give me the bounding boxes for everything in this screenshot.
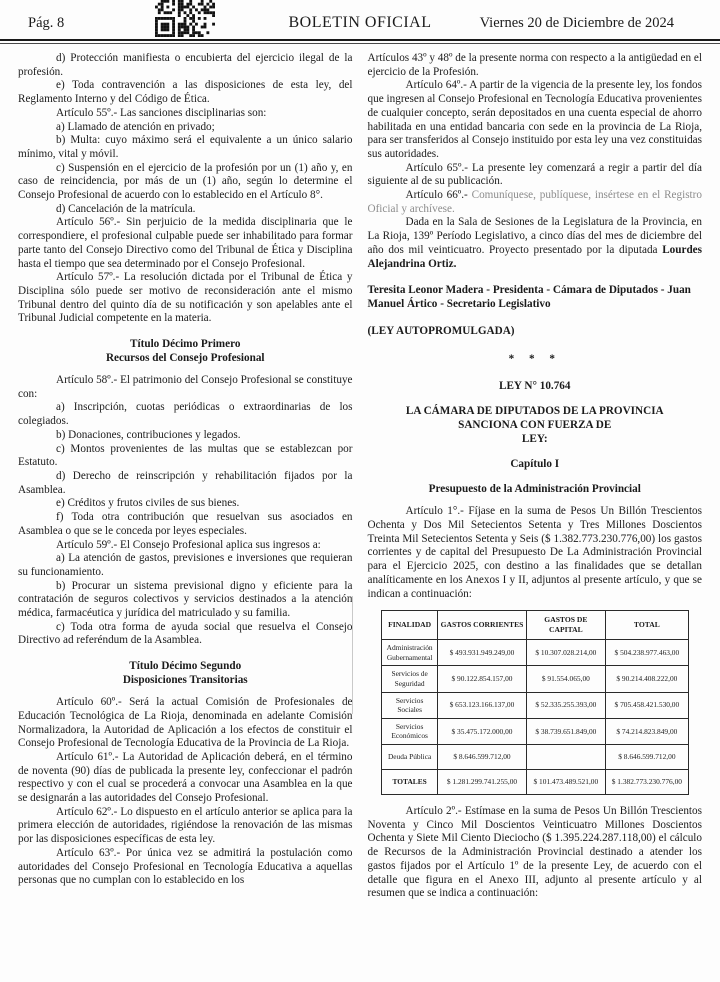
heading-line: Capítulo I <box>510 458 560 471</box>
text-run: d) Cancelación de la matrícula. <box>56 202 196 215</box>
text-run: e) Toda contravención a las disposiciones de esta ley, del Reglamento Interno y del Código de Ética. <box>18 79 353 106</box>
text-run: Artículo 58º.- El patrimonio del Consejo Profesional se constituye con: <box>18 374 353 400</box>
table-cell: Servicios Sociales <box>381 692 438 718</box>
paragraph <box>18 847 353 888</box>
paragraph <box>18 443 353 470</box>
paragraph <box>18 806 353 847</box>
table-cell: $ 8.646.599.712,00 <box>438 745 526 770</box>
table-cell: Administración Gubernamental <box>381 640 438 666</box>
issue-date: Viernes 20 de Diciembre de 2024 <box>479 15 674 31</box>
text-run: b) Donaciones, contribuciones y legados. <box>56 428 241 441</box>
paragraph <box>368 79 703 161</box>
paragraph <box>368 216 703 271</box>
text-run: Artículo 65º.- La presente ley comenzará a regir a partir del día siguiente al de su publicación. <box>367 161 702 188</box>
text-run: a) Inscripción, cuotas periódicas o extraordinarias de los colegiados. <box>18 401 353 428</box>
table-header-cell: GASTOS DE CAPITAL <box>526 611 606 640</box>
heading-line: SANCIONA CON FUERZA DE <box>458 419 612 432</box>
table-header-cell: FINALIDAD <box>381 611 438 640</box>
table-cell: $ 91.554.065,00 <box>526 666 606 692</box>
table-cell: $ 1.281.299.741.255,00 <box>438 770 526 795</box>
paragraph <box>18 751 353 806</box>
text-run: Artículo 59º.- El Consejo Profesional aplica sus ingresos a: <box>56 538 321 551</box>
heading-line: Disposiciones Transitorias <box>122 674 248 687</box>
text-run: f) Toda otra contribución que resuelvan sus asociados en Asamblea o que se le conceda por leyes especiales. <box>18 511 353 537</box>
paragraph <box>18 121 353 135</box>
paragraph <box>18 162 353 203</box>
table-cell: Servicios de Seguridad <box>381 666 438 692</box>
text-run: Artículo 57º.- La resolución dictada por el Tribunal de Ética y Disciplina sólo puede ser motivo de reconsideración ante el mismo Tribunal dentro del quinto día de su notificación y son apelables ante el Tribunal Judicial competente en la materia. <box>18 271 353 325</box>
paragraph <box>18 552 353 579</box>
paragraph <box>18 511 353 538</box>
paragraph <box>368 189 703 216</box>
paragraph <box>18 497 353 511</box>
table-cell: $ 653.123.166.137,00 <box>438 692 526 718</box>
table-cell: $ 493.931.949.249,00 <box>438 640 526 666</box>
paragraph <box>18 374 353 401</box>
text-run: Artículos 43º y 48º de la presente norma con respecto a la antigüedad en el ejercicio de la Profesión. <box>367 52 702 78</box>
heading-titulo-decimo-primero <box>18 337 353 365</box>
paragraph <box>18 470 353 497</box>
table-cell <box>526 745 606 770</box>
table-cell: $ 90.214.408.222,00 <box>606 666 688 692</box>
table-cell: $ 74.214.823.849,00 <box>606 718 688 744</box>
table-cell: $ 8.646.599.712,00 <box>606 745 688 770</box>
paragraph <box>18 429 353 443</box>
table-row <box>381 692 688 718</box>
paragraph <box>18 203 353 217</box>
column-divider-artifact <box>352 596 353 714</box>
text-run: Artículo 1°.- Fíjase en la suma de Pesos Un Billón Trescientos Ochenta y Dos Mil Setecientos Setenta y Tres Millones Doscientos Treinta Mil Setecientos Setenta y Seis ($ 1.382.773.230.776,00) los gastos corrientes y de capital del Presupuesto De La Administración Provincial para el Ejercicio 2025, con destino a las finalidades que se detallan analíticamente en los Anexos I y II, adjuntos al presente artículo, y que se indican a continuación: <box>367 505 702 600</box>
table-row <box>381 666 688 692</box>
heading-presupuesto <box>368 482 703 496</box>
paragraph <box>18 580 353 621</box>
paragraph <box>368 162 703 189</box>
text-run: a) La atención de gastos, previsiones e inversiones que requieran su funcionamiento. <box>18 552 353 578</box>
text-run: Artículo 2º.- Estímase en la suma de Pesos Un Billón Trescientos Noventa y Cinco Mil Doscientos Veinticuatro Millones Doscientos Ochenta y Siete Mil Ciento Dieciocho ($ 1.395.224.287.118,00) el cálculo de Recursos de la Administración Provincial destinado a atender los gastos fijados por el Artículo 1º de la presente Ley, de acuerdo con el detalle que figura en el Anexo III, adjunto al presente artículo y al resumen que se indica a continuación: <box>367 805 702 900</box>
heading-line: LEY: <box>521 433 548 446</box>
text-run: b) Procurar un sistema previsional digno y eficiente para la contratación de seguros colectivos y servicios destinados a la atención médica, farmacéutica y jurídica del matriculado y su familia. <box>18 579 353 620</box>
heading-camara <box>368 404 703 446</box>
text-run: Artículo 55º.- Las sanciones disciplinarias son: <box>56 106 267 119</box>
paragraph <box>368 505 703 601</box>
paragraph <box>18 79 353 106</box>
text-run: e) Créditos y frutos civiles de sus bienes. <box>56 497 240 510</box>
bulletin-title: BOLETIN OFICIAL <box>288 14 432 31</box>
autopromulgada-note <box>368 325 703 339</box>
table-cell: $ 705.458.421.530,00 <box>606 692 688 718</box>
heading-ley-numero <box>368 379 703 393</box>
muted-text-run: Comuníquese, publíquese, insértese en el Registro Oficial y archívese. <box>367 189 702 215</box>
heading-line: LEY N° 10.764 <box>498 380 571 393</box>
text-run: Artículo 61º.- La Autoridad de Aplicación deberá, en el término de noventa (90) días de publicada la presente ley, confeccionar el padrón respectivo y con el cual se procederá a convocar una Asamblea en la que se designarán a las autoridades del Consejo Profesional. <box>18 750 353 805</box>
paragraph <box>18 134 353 161</box>
paragraph <box>18 107 353 121</box>
paragraph <box>18 539 353 553</box>
text-run: c) Montos provenientes de las multas que se establezcan por Estatuto. <box>18 442 353 469</box>
paragraph <box>368 805 703 901</box>
table-cell: $ 38.739.651.849,00 <box>526 718 606 744</box>
heading-line: Presupuesto de la Administración Provincial <box>428 483 641 496</box>
paragraph <box>368 52 703 79</box>
budget-table <box>381 610 689 795</box>
text-run: d) Protección manifiesta o encubierta del ejercicio ilegal de la profesión. <box>18 52 353 78</box>
text-run: Teresita Leonor Madera - Presidenta - Cámara de Diputados - Juan Manuel Ártico - Secretario Legislativo <box>367 284 691 310</box>
text-run: Artículo 63º.- Por única vez se admitirá la postulación como autoridades del Consejo Profesional en Tecnología Educativa a aquellas personas que no cumplan con lo establecido en los <box>18 846 353 887</box>
heading-line: Título Décimo Primero <box>130 338 241 351</box>
table-cell: TOTALES <box>381 770 438 795</box>
table-cell: $ 504.238.977.463,00 <box>606 640 688 666</box>
table-cell: $ 52.335.255.393,00 <box>526 692 606 718</box>
table-cell: $ 35.475.172.000,00 <box>438 718 526 744</box>
paragraph <box>18 696 353 751</box>
text-run: c) Toda otra forma de ayuda social que resuelva el Consejo Directivo ad referéndum de la Asamblea. <box>18 620 353 647</box>
text-run: d) Derecho de reinscripción y rehabilitación fijados por la Asamblea. <box>18 469 353 496</box>
paragraph <box>18 621 353 648</box>
paragraph <box>18 271 353 326</box>
paragraph <box>18 401 353 428</box>
text-run: Lourdes Alejandrina Ortiz. <box>367 243 702 270</box>
table-header-row <box>381 611 688 640</box>
table-row <box>381 770 688 795</box>
text-run: Artículo 60º.- Será la actual Comisión de Profesionales de Educación Tecnológica de La Rioja, denominada en adelante Comisión Normalizadora, la Autoridad de Aplicación a los efectos de constituir el Consejo Profesional de Tecnología Educativa de la Provincia de La Rioja. <box>18 696 353 750</box>
page-number: Pág. 8 <box>28 15 65 31</box>
paragraph <box>18 216 353 271</box>
table-header-cell: GASTOS CORRIENTES <box>438 611 526 640</box>
text-run: Artículo 56º.- Sin perjuicio de la medida disciplinaria que le correspondiere, el profesional culpable puede ser inhabilitado para formar parte tanto del Consejo Directivo como del Tribunal de Ética y Disciplina hasta el tiempo que sea determinado por el Consejo Profesional. <box>18 216 353 270</box>
table-row <box>381 718 688 744</box>
text-run: a) Llamado de atención en privado; <box>56 120 215 133</box>
left-column <box>18 52 353 901</box>
heading-titulo-decimo-segundo <box>18 659 353 687</box>
table-cell: $ 10.307.028.214,00 <box>526 640 606 666</box>
table-row <box>381 745 688 770</box>
table-row <box>381 640 688 666</box>
signature-line <box>368 284 703 311</box>
heading-capitulo-i <box>368 457 703 471</box>
paragraph <box>18 52 353 79</box>
heading-line: Recursos del Consejo Profesional <box>105 352 265 365</box>
text-run: Artículo 62º.- Lo dispuesto en el artículo anterior se aplica para la primera elección de autoridades, rigiéndose la renovación de las mismas por las disposiciones específicas de esta ley. <box>18 805 353 846</box>
text-run: (LEY AUTOPROMULGADA) <box>367 324 515 337</box>
heading-line: Título Décimo Segundo <box>129 660 242 673</box>
right-column <box>368 52 703 901</box>
table-header-cell: TOTAL <box>606 611 688 640</box>
text-run: Artículo 66º.- <box>405 189 472 202</box>
table-cell: Servicios Económicos <box>381 718 438 744</box>
heading-line: LA CÁMARA DE DIPUTADOS DE LA PROVINCIA <box>405 405 664 418</box>
table-cell: $ 1.382.773.230.776,00 <box>606 770 688 795</box>
table-cell: $ 101.473.489.521,00 <box>526 770 606 795</box>
asterisk-separator: * * * <box>508 353 561 366</box>
text-run: b) Multa: cuyo máximo será el equivalente a un único salario mínimo, vital y móvil. <box>18 134 353 160</box>
table-cell: Deuda Pública <box>381 745 438 770</box>
two-column-body <box>0 44 720 901</box>
table-cell: $ 90.122.854.157,00 <box>438 666 526 692</box>
text-run: Artículo 64º.- A partir de la vigencia de la presente ley, los fondos que ingresen al Consejo Profesional en Tecnología Educativa provenientes de cualquier concepto, serán depositados en una cuenta especial de ahorro habilitada en una entidad bancaria con sede en la provincia de La Rioja, para ser transferidos al Consejo instituido por esta ley una vez constituidas sus autoridades. <box>367 79 702 160</box>
page-header <box>0 0 720 39</box>
text-run: c) Suspensión en el ejercicio de la profesión por un (1) año y, en caso de reincidencia, por más de un (1) año, según lo determine el Consejo Profesional de acuerdo con lo establecido en el Artículo 8°. <box>18 161 353 202</box>
text-run: Dada en la Sala de Sesiones de la Legislatura de la Provincia, en La Rioja, 139º Período Legislativo, a cinco días del mes de diciembre del año dos mil veinticuatro. Proyecto presentado por la diputada <box>367 216 702 256</box>
